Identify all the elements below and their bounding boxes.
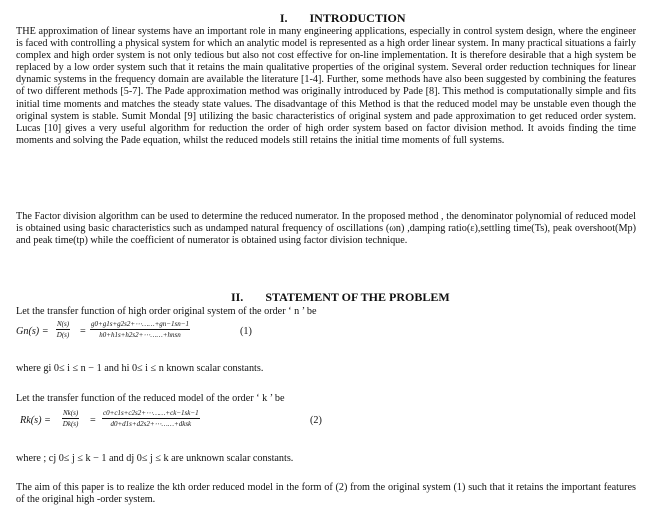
equation-1-label: (1) xyxy=(240,326,252,337)
equation-2-ratio: $\frac{Nk(s)}{Dk(s)}$ xyxy=(62,409,79,428)
equation-2: Rk(s) = $\frac{Nk(s)}{Dk(s)}$ = c0+c1s+c2s2+⋯……+ck−1sk−1 d0+d1s+d2s2+⋯……+dksk (2) xyxy=(20,409,322,428)
section-1-number: I. xyxy=(279,11,288,25)
original-system-intro: Let the transfer function of high order original system of the order ‘ n ’ be xyxy=(16,306,317,317)
aim-paragraph: The aim of this paper is to realize the kth order reduced model in the form of (2) from the original system (1) such that it retains the important features of the original high -order system. xyxy=(16,482,636,506)
reduced-model-intro: Let the transfer function of the reduced model of the order ‘ k ’ be xyxy=(16,393,285,404)
section-2-number: II. xyxy=(230,290,244,304)
equation-2-label: (2) xyxy=(310,415,322,426)
equation-1-ratio: $\frac{N(s)}{D(s)}$ xyxy=(56,320,70,339)
section-2-title: STATEMENT OF THE PROBLEM xyxy=(265,290,450,304)
intro-paragraph-1: THE approximation of linear systems have an important role in many engineering applications, especially in control system design, where the engineer is faced with controlling a physical system for which an analytic model is represented as a high order linear system. In many practical situations a fairly complex and high order system is not only tedious but also not cost effective for on-line implementation. It is therefore desirable that a high system be replaced by a low order system such that it retains the main qualitative properties of the original system. Several order reduction techniques for linear dynamic systems in the frequency domain are available the literature [1-4]. Further, some methods have also been suggested by combining the features of two different methods [5-7]. The Pade approximation method was originally introduced by Pade [8]. This method is computationally simple and fits initial time moments and matches the steady state values. The disadvantage of this Method is that the reduced model may be unstable even though the original system is stable. Sumit Mondal [9] utilizing the basic characteristics of original system and pade approximation to get reduced order system. Lucas [10] gives a very useful algorithm for reduction the order of high order system based on factor division method. It avoids finding the time moments and solving the Pade equation, whilst the reduced models still retains the initial time moments of full systems. xyxy=(16,26,636,146)
unknown-constants-line: where ; cj 0≤ j ≤ k − 1 and dj 0≤ j ≤ k are unknown scalar constants. xyxy=(16,453,294,464)
section-1-heading xyxy=(0,11,653,26)
section-1-title: INTRODUCTION xyxy=(309,11,406,25)
equation-1-lhs: Gn(s) = xyxy=(16,326,49,337)
section-2-heading xyxy=(0,290,653,305)
equation-2-fraction: c0+c1s+c2s2+⋯……+ck−1sk−1 d0+d1s+d2s2+⋯……+dksk xyxy=(103,409,199,428)
equation-1-fraction: g0+g1s+g2s2+⋯……+gn−1sn−1 h0+h1s+h2s2+⋯……+hnsn xyxy=(91,320,189,339)
equation-2-lhs: Rk(s) = xyxy=(20,415,51,426)
intro-paragraph-2: The Factor division algorithm can be used to determine the reduced numerator. In the proposed method , the denominator polynomial of reduced model is obtained using basic characteristics such as undamped natural frequency of oscillations (ωn) ,damping ratio(ε),settling time(Ts), peak overshoot(Mp) and peak time(tp) while the coefficient of numerator is obtained using factor division technique. xyxy=(16,211,636,247)
known-constants-line: where gi 0≤ i ≤ n − 1 and hi 0≤ i ≤ n known scalar constants. xyxy=(16,363,264,374)
equation-1: Gn(s) = $\frac{N(s)}{D(s)}$ = g0+g1s+g2s2+⋯……+gn−1sn−1 h0+h1s+h2s2+⋯……+hnsn (1) xyxy=(16,320,252,339)
